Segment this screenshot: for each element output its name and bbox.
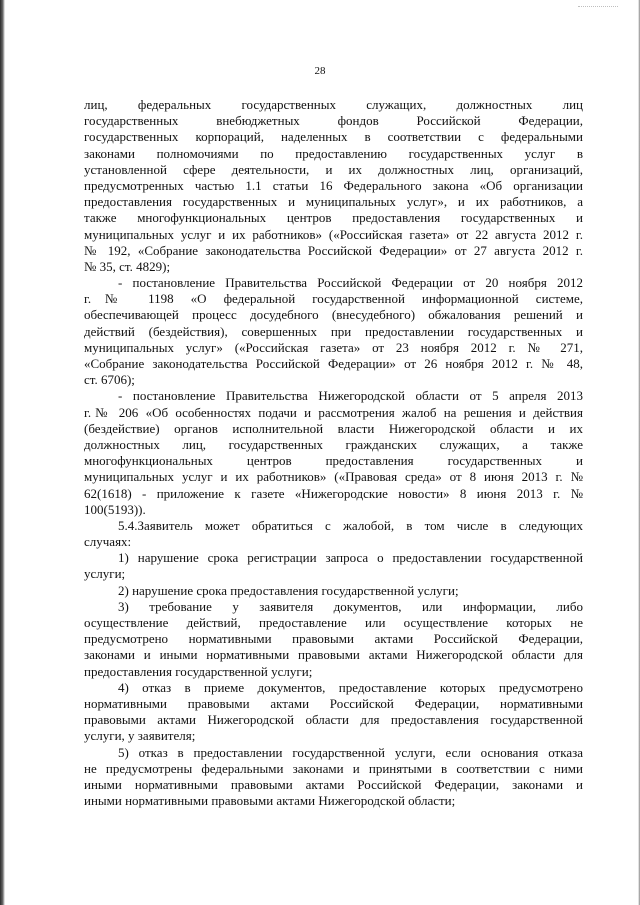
text-line: 1) нарушение срока регистрации запроса о предоставлении государственной <box>118 550 583 566</box>
text-line: (бездействие) органов исполнительной власти Нижегородской области и их <box>84 420 583 436</box>
text-line: - постановление Правительства Нижегородской области от 5 апреля 2013 <box>118 388 583 404</box>
scan-artifact <box>578 6 618 13</box>
text-line: 5) отказ в предоставлении государственной услуги, если основания отказа <box>118 744 583 760</box>
text-line: осуществление действий, предоставление или осуществление которых не <box>84 615 583 630</box>
text-line: 100(5193)). <box>84 501 146 517</box>
text-line: правовыми актами Нижегородской области для предоставления государственной <box>84 712 583 728</box>
text-line: - постановление Правительства Российской Федерации от 20 ноября 2012 <box>118 275 583 291</box>
text-line: муниципальных услуг и их работников» («Российская газета» от 22 августа 2012 г. <box>84 226 583 242</box>
text-line: многофункциональных центров предоставления государственных и <box>84 453 583 469</box>
text-line: предусмотренных частью 1.1 статьи 16 Федерального закона «Об организации <box>84 177 583 193</box>
text-line: не предусмотрены федеральными законами и принятыми в соответствии с ними <box>84 760 583 776</box>
page-number: 28 <box>314 65 326 77</box>
text-line: государственных внебюджетных фондов Российской Федерации, <box>84 113 583 129</box>
text-line: обеспечивающей процесс досудебного (внесудебного) обжалования решений и <box>84 307 583 323</box>
text-line: муниципальных услуг» («Российская газета» от 23 ноября 2012 г. № 271, <box>84 339 583 355</box>
text-line: 4) отказ в приеме документов, предоставление которых предусмотрено <box>118 679 583 695</box>
text-line: законами полномочиями по предоставлению государственных услуг в <box>84 145 583 161</box>
text-line: действий (бездействия), совершенных при предоставлении государственных и <box>84 323 583 339</box>
text-line: 2) нарушение срока предоставления государственной услуги; <box>118 582 459 598</box>
text-line: муниципальных услуг и их работников» («Правовая среда» от 8 июня 2013 г. № <box>84 469 583 485</box>
text-line: 62(1618) - приложение к газете «Нижегородские новости» 8 июня 2013 г. № <box>84 485 583 501</box>
text-line: услуги, у заявителя; <box>84 728 196 744</box>
text-line: № 35, ст. 4829); <box>84 258 171 274</box>
text-line: предусмотрено нормативными правовыми актами Российской Федерации, <box>84 631 583 647</box>
text-line: предоставления государственных и муниципальных услуг», и их работников, а <box>84 194 583 210</box>
text-line: законами и иными нормативными правовыми актами Нижегородской области для <box>84 647 583 663</box>
text-line: 3) требование у заявителя документов, или информации, либо <box>118 598 583 614</box>
text-line: предоставления государственной услуги; <box>84 663 313 679</box>
text-line: ст. 6706); <box>84 372 135 388</box>
text-line: иными нормативными правовыми актами Российской Федерации, законами и <box>84 776 583 792</box>
text-line: г.№ 1198 «О федеральной государственной информационной системе, <box>84 291 583 307</box>
text-line: должностных лиц, государственных гражданских служащих, а также <box>84 436 583 452</box>
text-line: установленной сфере деятельности, и их должностных лиц, организаций, <box>84 161 583 177</box>
text-line: № 192, «Собрание законодательства Российской Федерации» от 27 августа 2012 г. <box>84 242 583 258</box>
text-line: нормативными правовыми актами Российской Федерации, нормативными <box>84 695 583 711</box>
text-line: 5.4.Заявитель может обратиться с жалобой, в том числе в следующих <box>118 517 583 533</box>
text-line: случаях: <box>84 534 132 550</box>
document-body <box>84 97 583 809</box>
text-line: также многофункциональных центров предоставления государственных и <box>84 210 583 226</box>
text-line: иными нормативными правовыми актами Нижегородской области; <box>84 793 456 809</box>
text-line: г.№ 206 «Об особенностях подачи и рассмотрения жалоб на решения и действия <box>84 404 583 420</box>
text-line: государственных корпораций, наделенных в соответствии с федеральными <box>84 129 583 145</box>
scan-shadow-left <box>0 0 5 905</box>
text-line: услуги; <box>84 566 126 582</box>
text-line: лиц, федеральных государственных служащих, должностных лиц <box>84 97 583 112</box>
text-line: «Собрание законодательства Российской Федерации» от 26 ноября 2012 г. № 48, <box>84 356 583 371</box>
